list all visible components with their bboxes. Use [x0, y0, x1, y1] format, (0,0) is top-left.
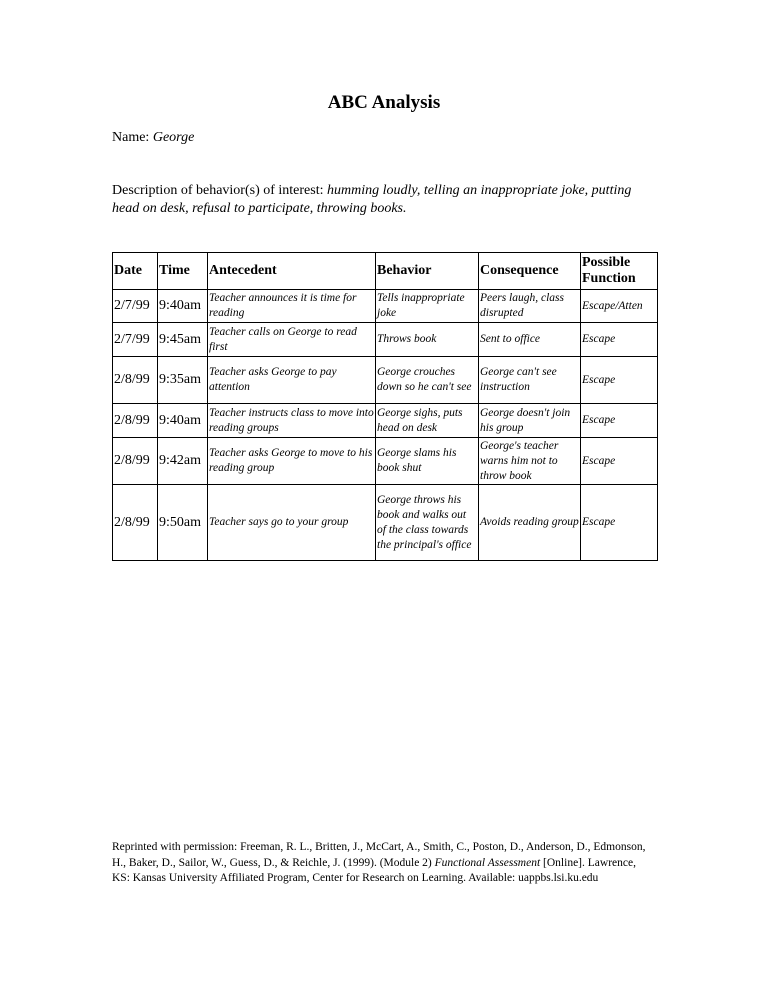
header-time: Time [158, 253, 208, 290]
cell-behavior: Tells inappropriate joke [376, 290, 479, 323]
citation-work-title: Functional Assessment [434, 856, 541, 869]
cell-consequence: Peers laugh, class disrupted [479, 290, 581, 323]
name-label: Name: [112, 130, 150, 145]
cell-time: 9:40am [158, 404, 208, 438]
cell-antecedent: Teacher calls on George to read first [208, 323, 376, 357]
citation [112, 840, 652, 887]
abc-table [112, 252, 658, 561]
cell-consequence: Sent to office [479, 323, 581, 357]
header-consequence: Consequence [479, 253, 581, 290]
header-behavior: Behavior [376, 253, 479, 290]
cell-time: 9:35am [158, 357, 208, 404]
cell-antecedent: Teacher announces it is time for reading [208, 290, 376, 323]
cell-consequence: George doesn't join his group [479, 404, 581, 438]
description-value: humming loudly, telling an inappropriate joke, putting head on desk, refusal to participate, throwing books. [112, 183, 632, 216]
citation-prefix: Reprinted with permission: Freeman, R. L., Britten, J., McCart, A., Smith, C., Poston, D., Anderson, D., Edmonson, H., Baker, D., Sailor, W., Guess, D., & Reichle, J. (1999). (Module 2) [112, 841, 646, 869]
cell-consequence: George's teacher warns him not to throw book [479, 438, 581, 485]
table-header-row [113, 253, 658, 290]
cell-function: Escape [581, 323, 658, 357]
behavior-description [112, 182, 652, 218]
cell-behavior: George slams his book shut [376, 438, 479, 485]
cell-function: Escape [581, 438, 658, 485]
table-row [113, 404, 658, 438]
cell-function: Escape [581, 404, 658, 438]
cell-time: 9:42am [158, 438, 208, 485]
name-value: George [152, 130, 195, 145]
cell-date: 2/7/99 [113, 290, 158, 323]
cell-date: 2/8/99 [113, 438, 158, 485]
table-row [113, 323, 658, 357]
cell-date: 2/7/99 [113, 323, 158, 357]
table-row [113, 357, 658, 404]
cell-time: 9:50am [158, 485, 208, 561]
cell-antecedent: Teacher instructs class to move into reading groups [208, 404, 376, 438]
header-date: Date [113, 253, 158, 290]
cell-behavior: Throws book [376, 323, 479, 357]
table-row [113, 438, 658, 485]
cell-time: 9:40am [158, 290, 208, 323]
cell-behavior: George crouches down so he can't see [376, 357, 479, 404]
cell-time: 9:45am [158, 323, 208, 357]
cell-antecedent: Teacher asks George to move to his reading group [208, 438, 376, 485]
cell-function: Escape [581, 485, 658, 561]
cell-date: 2/8/99 [113, 485, 158, 561]
citation-suffix: [Online]. Lawrence, KS: Kansas University Affiliated Program, Center for Research on Learning. Available: uappbs.lsi.ku.edu [112, 856, 636, 884]
cell-function: Escape/Atten [581, 290, 658, 323]
description-label: Description of behavior(s) of interest: [112, 183, 324, 198]
cell-behavior: George throws his book and walks out of the class towards the principal's office [376, 485, 479, 561]
page-title: ABC Analysis [327, 92, 441, 113]
cell-function: Escape [581, 357, 658, 404]
table-row [113, 485, 658, 561]
student-name [112, 130, 194, 146]
cell-date: 2/8/99 [113, 404, 158, 438]
header-function: Possible Function [581, 253, 658, 290]
cell-behavior: George sighs, puts head on desk [376, 404, 479, 438]
cell-antecedent: Teacher asks George to pay attention [208, 357, 376, 404]
table-row [113, 290, 658, 323]
header-antecedent: Antecedent [208, 253, 376, 290]
cell-consequence: George can't see instruction [479, 357, 581, 404]
cell-date: 2/8/99 [113, 357, 158, 404]
cell-consequence: Avoids reading group [479, 485, 581, 561]
cell-antecedent: Teacher says go to your group [208, 485, 376, 561]
